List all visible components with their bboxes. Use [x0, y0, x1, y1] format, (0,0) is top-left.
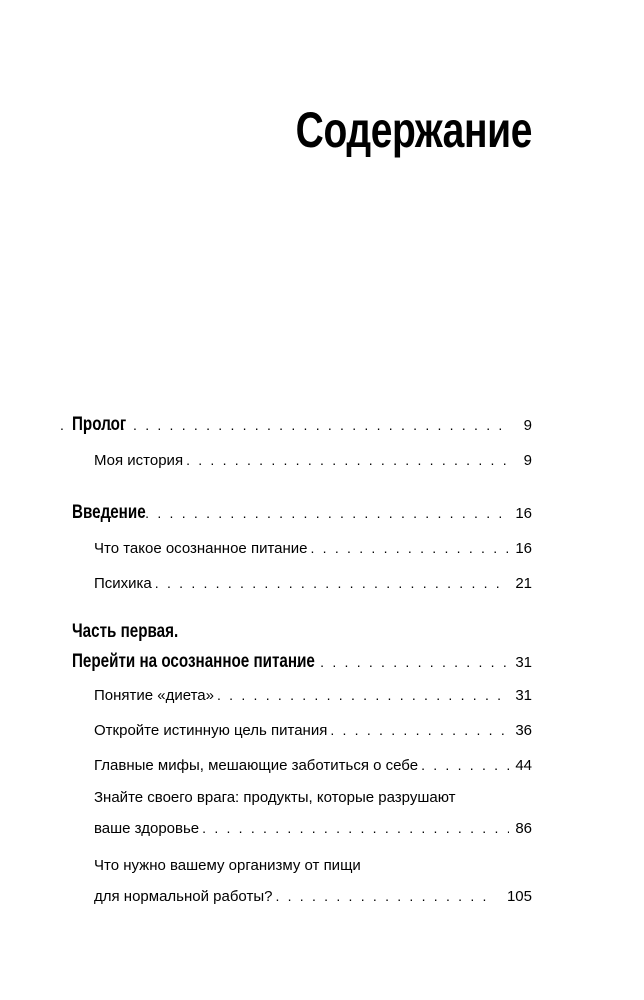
toc-entry-label-line2: для нормальной работы? — [94, 888, 273, 905]
dot-leader — [330, 713, 509, 748]
toc-entry-label: Понятие «диета» — [94, 687, 214, 704]
dot-leader — [421, 748, 509, 783]
toc-page-number: 105 — [506, 888, 532, 905]
toc-entry-mindful-eating[interactable] — [72, 531, 532, 566]
toc-page-number: 31 — [515, 687, 532, 704]
toc-entry-label: Введение — [72, 502, 146, 523]
dot-leader — [155, 566, 510, 601]
toc-page-number: 86 — [515, 820, 532, 837]
toc-entry-my-story[interactable] — [72, 443, 532, 478]
dot-leader — [60, 407, 510, 444]
toc-entry-label: Главные мифы, мешающие заботиться о себе — [94, 757, 419, 774]
toc-entry-label: Пролог — [72, 414, 127, 435]
toc-entry-label-line2: ваше здоровье — [94, 820, 200, 837]
toc-entry-label: Психика — [94, 575, 152, 592]
toc-entry-psyche[interactable] — [72, 566, 532, 601]
dot-leader — [217, 678, 509, 713]
page-title: Содержание — [295, 102, 532, 158]
toc-entry-diet-concept[interactable] — [72, 678, 532, 713]
toc-entry-prolog[interactable] — [72, 406, 532, 443]
table-of-contents — [72, 406, 532, 911]
dot-leader — [275, 881, 493, 911]
dot-leader — [202, 813, 509, 843]
toc-entry-true-goal[interactable] — [72, 713, 532, 748]
toc-entry-label-line2: Перейти на осознанное питание — [72, 651, 315, 672]
toc-page-number: 44 — [515, 757, 532, 774]
dot-leader — [186, 443, 510, 478]
toc-entry-label-line1: Знайте своего врага: продукты, которые разрушают — [94, 789, 456, 806]
dot-leader — [84, 495, 509, 532]
dot-leader — [296, 646, 510, 678]
toc-entry-part-one[interactable] — [72, 618, 532, 678]
toc-entry-enemy[interactable] — [72, 783, 532, 843]
toc-page-number: 16 — [515, 505, 532, 522]
dot-leader — [311, 531, 510, 566]
toc-page-number: 9 — [523, 452, 532, 469]
toc-entry-label: Моя история — [94, 452, 184, 469]
toc-entry-body-needs[interactable] — [72, 851, 532, 911]
toc-entry-intro[interactable] — [72, 494, 532, 531]
toc-page-number: 9 — [523, 417, 532, 434]
toc-page-number: 36 — [515, 722, 532, 739]
toc-entry-label-line1: Часть первая. — [72, 621, 179, 642]
toc-entry-myths[interactable] — [72, 748, 532, 783]
toc-entry-label: Что такое осознанное питание — [94, 540, 308, 557]
toc-page-number: 31 — [515, 654, 532, 671]
toc-entry-label-line1: Что нужно вашему организму от пищи — [94, 857, 361, 874]
toc-page-number: 21 — [515, 575, 532, 592]
toc-page-number: 16 — [515, 540, 532, 557]
toc-entry-label: Откройте истинную цель питания — [94, 722, 328, 739]
